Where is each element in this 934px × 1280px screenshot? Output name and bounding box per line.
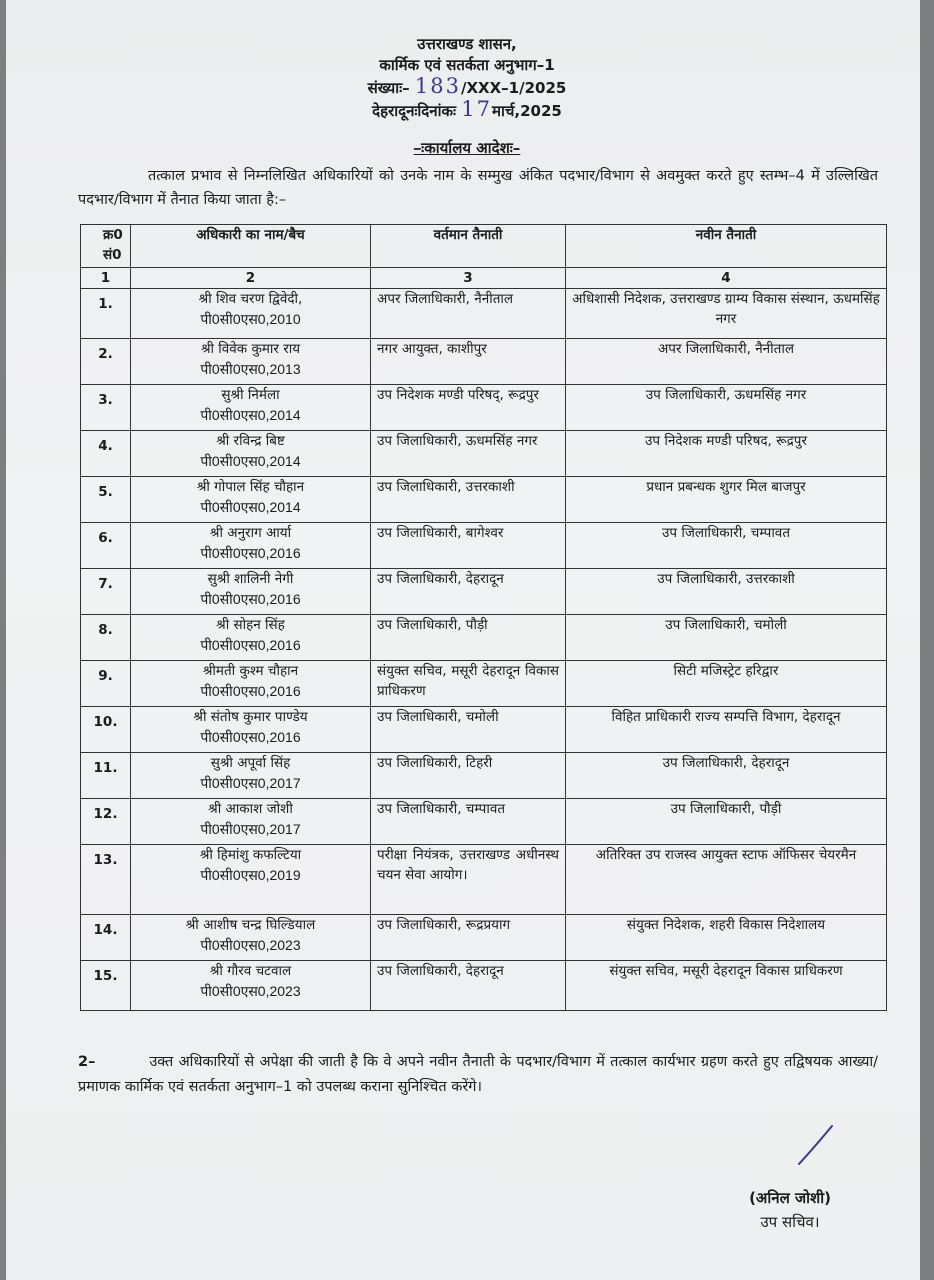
current-posting: नगर आयुक्त, काशीपुर — [371, 339, 566, 385]
serial-number: 1. — [81, 289, 131, 339]
table-row — [81, 431, 887, 477]
current-posting: उप जिलाधिकारी, देहरादून — [371, 569, 566, 615]
serial-number: 11. — [81, 753, 131, 799]
column-number: 1 — [81, 268, 131, 289]
order-number-suffix: /XXX–1/2025 — [461, 79, 567, 97]
officer-batch: पी0सी0एस0,2019 — [200, 867, 301, 883]
officer-name: श्री शिव चरण द्विवेदी, — [198, 291, 303, 307]
officer-name: श्री गौरव चटवाल — [209, 963, 292, 979]
new-posting: उप निदेशक मण्डी परिषद, रूद्रपुर — [566, 431, 887, 477]
officer-cell — [131, 385, 371, 431]
table-row — [81, 961, 887, 1011]
current-posting: उप जिलाधिकारी, देहरादून — [371, 961, 566, 1011]
officer-batch: पी0सी0एस0,2016 — [200, 591, 301, 607]
officer-cell — [131, 845, 371, 915]
header-officer: अधिकारी का नाम/बैच — [131, 225, 371, 268]
new-posting: विहित प्राधिकारी राज्य सम्पत्ति विभाग, देहरादून — [566, 707, 887, 753]
order-title: –ःकार्यालय आदेशः– — [413, 139, 521, 157]
table-row — [81, 569, 887, 615]
order-date-handwritten: 17 — [461, 97, 493, 121]
officer-name: श्री हिमांशु कफल्टिया — [199, 847, 302, 863]
postings-table — [80, 224, 887, 1011]
officer-batch: पी0सी0एस0,2010 — [200, 311, 301, 327]
officer-cell — [131, 707, 371, 753]
order-date-label: देहरादूनःदिनांकः — [372, 102, 457, 120]
officer-batch: पी0सी0एस0,2016 — [200, 637, 301, 653]
serial-number: 12. — [81, 799, 131, 845]
current-posting: उप जिलाधिकारी, पौड़ी — [371, 615, 566, 661]
table-row — [81, 661, 887, 707]
serial-number: 15. — [81, 961, 131, 1011]
officer-name: श्री संतोष कुमार पाण्डेय — [193, 709, 308, 725]
officer-batch: पी0सी0एस0,2014 — [200, 453, 301, 469]
officer-batch: पी0सी0एस0,2014 — [200, 407, 301, 423]
order-number-label: संख्याः– — [367, 79, 410, 97]
serial-number: 6. — [81, 523, 131, 569]
officer-cell — [131, 289, 371, 339]
serial-number: 10. — [81, 707, 131, 753]
new-posting: संयुक्त निदेशक, शहरी विकास निदेशालय — [566, 915, 887, 961]
department-name: कार्मिक एवं सतर्कता अनुभाग–1 — [379, 56, 555, 74]
officer-cell — [131, 753, 371, 799]
serial-number: 9. — [81, 661, 131, 707]
officer-batch: पी0सी0एस0,2016 — [200, 545, 301, 561]
signatory-name: (अनिल जोशी) — [749, 1189, 831, 1207]
current-posting: उप जिलाधिकारी, टिहरी — [371, 753, 566, 799]
order-date-suffix: मार्च,2025 — [492, 102, 562, 120]
officer-cell — [131, 961, 371, 1011]
current-posting: अपर जिलाधिकारी, नैनीताल — [371, 289, 566, 339]
government-name: उत्तराखण्ड शासन, — [417, 35, 517, 53]
table-row — [81, 289, 887, 339]
officer-name: श्री गोपाल सिंह चौहान — [196, 479, 305, 495]
table-header-row — [81, 225, 887, 268]
new-posting: उप जिलाधिकारी, ऊधमसिंह नगर — [566, 385, 887, 431]
signature-block — [690, 1186, 890, 1234]
serial-number: 3. — [81, 385, 131, 431]
officer-cell — [131, 523, 371, 569]
officer-name: श्री आशीष चन्द्र घिल्डियाल — [185, 917, 316, 933]
new-posting: अधिशासी निदेशक, उत्तराखण्ड ग्राम्य विकास संस्थान, ऊधमसिंह नगर — [566, 289, 887, 339]
intro-paragraph: तत्काल प्रभाव से निम्नलिखित अधिकारियों को उनके नाम के सम्मुख अंकित पदभार/विभाग से अवमुक्त करते हुए स्तम्भ–4 में उल्लिखित पदभार/विभाग में तैनात किया जाता है:– — [78, 168, 878, 208]
order-number-handwritten: 183 — [414, 74, 461, 98]
column-number: 2 — [131, 268, 371, 289]
serial-number: 8. — [81, 615, 131, 661]
new-posting: उप जिलाधिकारी, चम्पावत — [566, 523, 887, 569]
officer-cell — [131, 477, 371, 523]
table-row — [81, 385, 887, 431]
signatory-designation: उप सचिव। — [760, 1213, 820, 1231]
officer-name: श्री आकाश जोशी — [208, 801, 293, 817]
current-posting: उप जिलाधिकारी, ऊधमसिंह नगर — [371, 431, 566, 477]
header-serial: क्र0 सं0 — [81, 225, 131, 268]
current-posting: उप निदेशक मण्डी परिषद्, रूद्रपुर — [371, 385, 566, 431]
officer-batch: पी0सी0एस0,2013 — [200, 361, 301, 377]
table-row — [81, 523, 887, 569]
column-number: 4 — [566, 268, 887, 289]
officer-cell — [131, 661, 371, 707]
current-posting: उप जिलाधिकारी, उत्तरकाशी — [371, 477, 566, 523]
officer-name: श्री विवेक कुमार राय — [200, 341, 301, 357]
current-posting: परीक्षा नियंत्रक, उत्तराखण्ड अधीनस्थ चयन सेवा आयोग। — [371, 845, 566, 915]
table-row — [81, 477, 887, 523]
paragraph-number: 2– — [78, 1054, 96, 1070]
officer-cell — [131, 339, 371, 385]
officer-name: सुश्री अपूर्वा सिंह — [210, 755, 291, 771]
paragraph-2 — [78, 1050, 878, 1100]
officer-name: श्री रविन्द्र बिष्ट — [216, 433, 285, 449]
new-posting: उप जिलाधिकारी, उत्तरकाशी — [566, 569, 887, 615]
officer-name: सुश्री निर्मला — [221, 387, 280, 403]
serial-number: 7. — [81, 569, 131, 615]
serial-number: 14. — [81, 915, 131, 961]
paragraph-text: उक्त अधिकारियों से अपेक्षा की जाती है कि वे अपने नवीन तैनाती के पदभार/विभाग में तत्काल कार्यभार ग्रहण करते हुए तद्विषयक आख्या/प्रमाणक कार्मिक एवं सतर्कता अनुभाग–1 को उपलब्ध कराना सुनिश्चित करेंगे। — [78, 1054, 878, 1095]
header-current-posting: वर्तमान तैनाती — [371, 225, 566, 268]
column-number-row — [81, 268, 887, 289]
table-row — [81, 753, 887, 799]
table-row — [81, 845, 887, 915]
order-date — [0, 99, 934, 122]
officer-cell — [131, 799, 371, 845]
signature-mark — [796, 1124, 836, 1166]
officer-batch: पी0सी0एस0,2016 — [200, 683, 301, 699]
new-posting: अतिरिक्त उप राजस्व आयुक्त स्टाफ ऑफिसर चेयरमैन — [566, 845, 887, 915]
officer-batch: पी0सी0एस0,2023 — [200, 983, 301, 999]
officer-name: श्रीमती कुश्म चौहान — [202, 663, 299, 679]
document-header — [0, 34, 934, 122]
officer-batch: पी0सी0एस0,2014 — [200, 499, 301, 515]
officer-name: श्री सोहन सिंह — [216, 617, 285, 633]
serial-number: 5. — [81, 477, 131, 523]
current-posting: संयुक्त सचिव, मसूरी देहरादून विकास प्राधिकरण — [371, 661, 566, 707]
officer-cell — [131, 915, 371, 961]
table-row — [81, 915, 887, 961]
column-number: 3 — [371, 268, 566, 289]
header-new-posting: नवीन तैनाती — [566, 225, 887, 268]
officer-cell — [131, 615, 371, 661]
officer-name: श्री अनुराग आर्या — [209, 525, 292, 541]
serial-number: 13. — [81, 845, 131, 915]
new-posting: उप जिलाधिकारी, देहरादून — [566, 753, 887, 799]
current-posting: उप जिलाधिकारी, बागेश्वर — [371, 523, 566, 569]
officer-batch: पी0सी0एस0,2017 — [200, 775, 301, 791]
current-posting: उप जिलाधिकारी, चमोली — [371, 707, 566, 753]
table-row — [81, 799, 887, 845]
table-row — [81, 615, 887, 661]
current-posting: उप जिलाधिकारी, रूद्रप्रयाग — [371, 915, 566, 961]
officer-cell — [131, 569, 371, 615]
serial-number: 2. — [81, 339, 131, 385]
new-posting: अपर जिलाधिकारी, नैनीताल — [566, 339, 887, 385]
officer-name: सुश्री शालिनी नेगी — [207, 571, 294, 587]
current-posting: उप जिलाधिकारी, चम्पावत — [371, 799, 566, 845]
order-number — [0, 76, 934, 99]
serial-number: 4. — [81, 431, 131, 477]
new-posting: प्रधान प्रबन्धक शुगर मिल बाजपुर — [566, 477, 887, 523]
officer-batch: पी0सी0एस0,2017 — [200, 821, 301, 837]
new-posting: सिटी मजिस्ट्रेट हरिद्वार — [566, 661, 887, 707]
table-row — [81, 707, 887, 753]
table-row — [81, 339, 887, 385]
new-posting: उप जिलाधिकारी, पौड़ी — [566, 799, 887, 845]
officer-batch: पी0सी0एस0,2016 — [200, 729, 301, 745]
new-posting: संयुक्त सचिव, मसूरी देहरादून विकास प्राधिकरण — [566, 961, 887, 1011]
new-posting: उप जिलाधिकारी, चमोली — [566, 615, 887, 661]
officer-cell — [131, 431, 371, 477]
officer-batch: पी0सी0एस0,2023 — [200, 937, 301, 953]
